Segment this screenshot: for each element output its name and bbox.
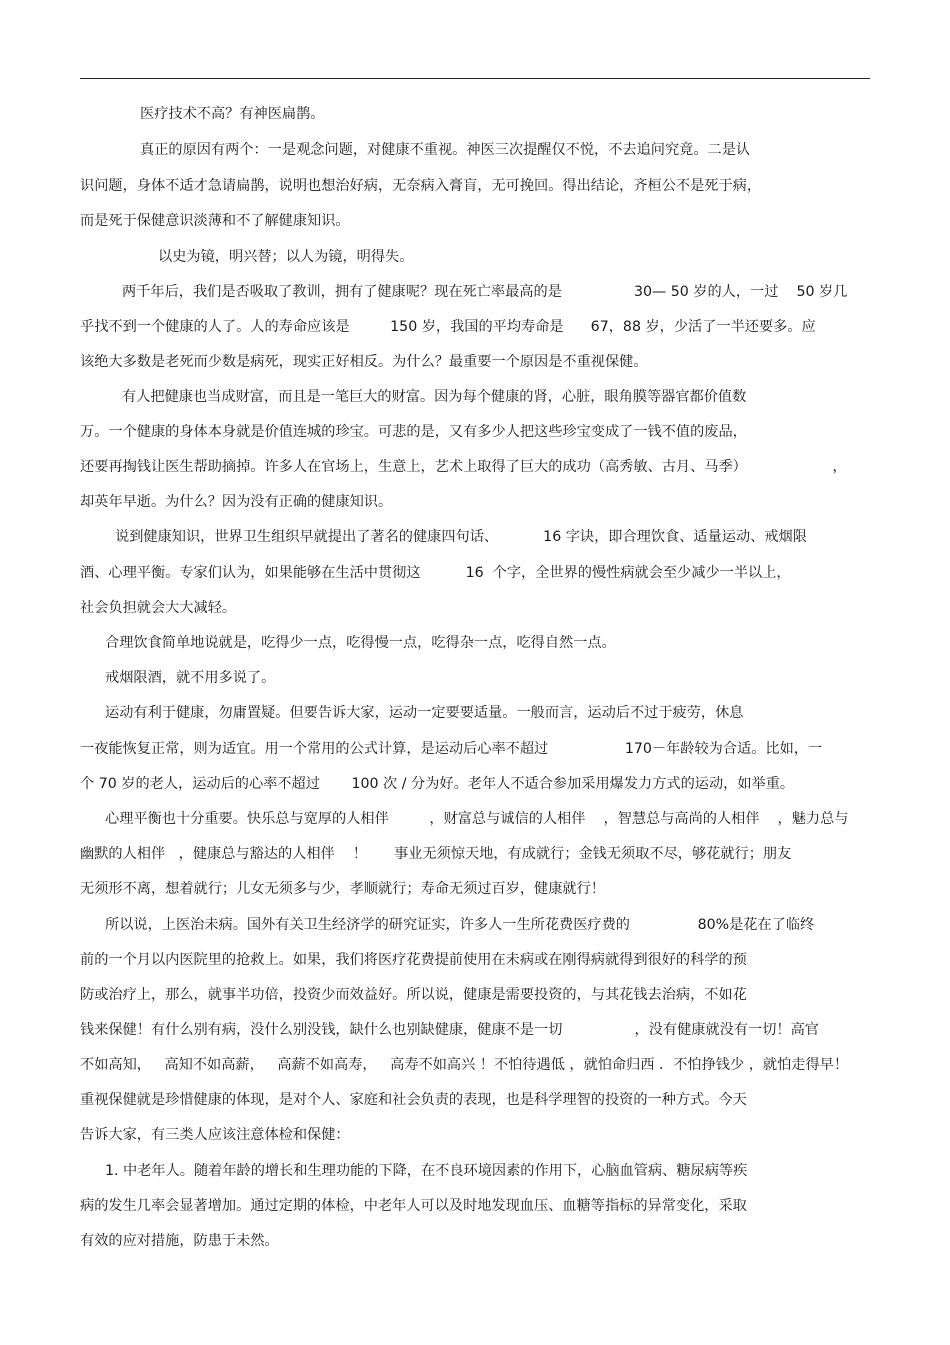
text-line: 真正的原因有两个：一是观念问题，对健康不重视。神医三次提醒仅不悦，不去追问究竟。二是认 <box>140 142 751 158</box>
text-line: 还要再掏钱让医生帮助摘掉。许多人在官场上，生意上，艺术上取得了巨大的成功（高秀敏、古月、马季） ， <box>80 459 847 475</box>
text-line: 防或治疗上，那么，就事半功倍，投资少而效益好。所以说，健康是需要投资的，与其花钱去治病，不如花 <box>80 987 747 1003</box>
text-line: 说到健康知识，世界卫生组织早就提出了著名的健康四句话、 16 字诀，即合理饮食、适量运动、戒烟限 <box>115 529 807 545</box>
text-line: 一夜能恢复正常，则为适宜。用一个常用的公式计算，是运动后心率不超过 170－年龄较为合适。比如，一 <box>80 741 823 757</box>
text-line: 酒、心理平衡。专家们认为，如果能够在生活中贯彻这 16 个字，全世界的慢性病就会至少减少一半以上， <box>80 565 791 581</box>
text-line: 1. 中老年人。随着年龄的增长和生理功能的下降，在不良环境因素的作用下，心脑血管病、糖尿病等疾 <box>105 1163 748 1179</box>
text-line: 有效的应对措施，防患于未然。 <box>80 1233 279 1249</box>
text-line: 个 70 岁的老人，运动后的心率不超过 100 次 / 分为好。老年人不适合参加采用爆发力方式的运动，如举重。 <box>80 776 795 792</box>
text-line: 告诉大家，有三类人应该注意体检和保健： <box>80 1127 350 1143</box>
text-line: 钱来保健！有什么别有病，没什么别没钱，缺什么也别缺健康，健康不是一切 ，没有健康就没有一切！高官 <box>80 1022 819 1038</box>
text-line: 重视保健就是珍惜健康的体现，是对个人、家庭和社会负责的表现，也是科学理智的投资的一种方式。今天 <box>80 1092 747 1108</box>
text-line: 病的发生几率会显著增加。通过定期的体检，中老年人可以及时地发现血压、血糖等指标的异常变化，采取 <box>80 1198 747 1214</box>
text-line: 运动有利于健康，勿庸置疑。但要告诉大家，运动一定要要适量。一般而言，运动后不过于疲劳，休息 <box>105 705 744 721</box>
text-line: 而是死于保健意识淡薄和不了解健康知识。 <box>80 213 350 229</box>
text-line: 不如高知， 高知不如高薪， 高薪不如高寿， 高寿不如高兴 ！不怕待遇低 ，就怕命归西 ．不怕挣钱少 ，就怕走得早！ <box>80 1057 849 1073</box>
text-line: 医疗技术不高？有神医扁鹊。 <box>140 106 325 122</box>
text-line: 心理平衡也十分重要。快乐总与宽厚的人相伴 ，财富总与诚信的人相伴 ，智慧总与高尚的人相伴 ，魅力总与 <box>105 811 849 827</box>
text-line: 幽默的人相伴 ，健康总与豁达的人相伴 ！ 事业无须惊天地，有成就行；金钱无须取不尽，够花就行；朋友 <box>80 846 792 862</box>
text-line: 以史为镜，明兴替；以人为镜，明得失。 <box>158 249 414 265</box>
text-line: 该绝大多数是老死而少数是病死，现实正好相反。为什么？最重要一个原因是不重视保健。 <box>80 354 648 370</box>
text-line: 万。一个健康的身体本身就是价值连城的珍宝。可悲的是，又有多少人把这些珍宝变成了一钱不值的废品， <box>80 424 747 440</box>
text-line: 乎找不到一个健康的人了。人的寿命应该是 150 岁，我国的平均寿命是 67，88 岁，少活了一半还要多。应 <box>80 319 816 335</box>
text-line: 合理饮食简单地说就是，吃得少一点，吃得慢一点，吃得杂一点，吃得自然一点。 <box>105 635 616 651</box>
text-line: 无须形不离，想着就行；儿女无须多与少，孝顺就行；寿命无须过百岁，健康就行！ <box>80 881 605 897</box>
text-line: 识问题，身体不适才急请扁鹊，说明也想治好病，无奈病入膏肓，无可挽回。得出结论，齐桓公不是死于病， <box>80 178 762 194</box>
text-line: 却英年早逝。为什么？因为没有正确的健康知识。 <box>80 494 393 510</box>
text-line: 戒烟限酒，就不用多说了。 <box>105 670 276 686</box>
text-line: 有人把健康也当成财富，而且是一笔巨大的财富。因为每个健康的肾，心脏，眼角膜等器官都价值数 <box>122 389 747 405</box>
text-line: 前的一个月以内医院里的抢救上。如果，我们将医疗花费提前使用在未病或在刚得病就得到很好的科学的预 <box>80 952 747 968</box>
text-line: 所以说，上医治未病。国外有关卫生经济学的研究证实，许多人一生所花费医疗费的 80%是花在了临终 <box>105 917 815 933</box>
text-line: 两千年后，我们是否吸取了教训，拥有了健康呢？现在死亡率最高的是 30— 50 岁的人，一过 50 岁几 <box>122 284 848 300</box>
header-rule <box>80 78 870 79</box>
text-line: 社会负担就会大大减轻。 <box>80 600 237 616</box>
